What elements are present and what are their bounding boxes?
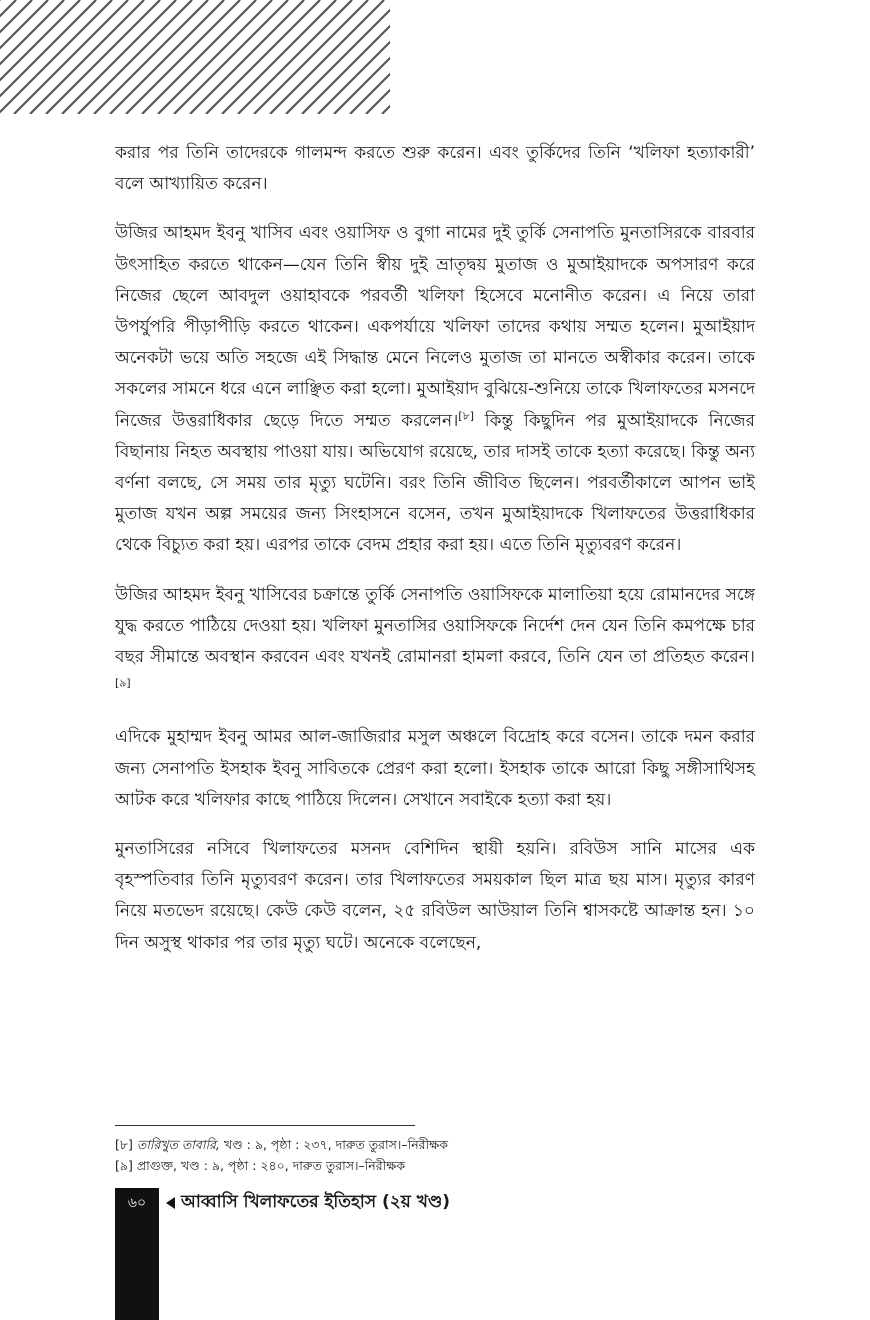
footnote-item <box>115 1134 755 1155</box>
paragraph <box>115 580 755 705</box>
corner-hatch-decoration <box>0 0 390 114</box>
footnote-details: প্রাগুক্ত, খণ্ড : ৯, পৃষ্ঠা : ২৪০, দারুত তুরাস।–নিরীক্ষক <box>132 1158 406 1173</box>
triangle-left-icon <box>166 1197 175 1209</box>
paragraph-text: মুনতাসিরের নসিবে খিলাফতের মসনদ বেশিদিন স্থায়ী হয়নি। রবিউস সানি মাসের এক বৃহস্পতিবার তিনি মৃত্যুবরণ করেন। তার খিলাফতের সময়কাল ছিল মাত্র ছয় মাস। মৃত্যুর কারণ নিয়ে মতভেদ রয়েছে। কেউ কেউ বলেন, ২৫ রবিউল আউয়াল তিনি শ্বাসকষ্টে আক্রান্ত হন। ১০ দিন অসুস্থ থাকার পর তার মৃত্যু ঘটে। অনেকে বলেছেন, <box>115 839 755 953</box>
hatch-line <box>302 0 390 114</box>
paragraph <box>115 722 755 816</box>
footnote-marker: [৮] <box>115 1137 133 1152</box>
page-number: ৬০ <box>127 1195 147 1211</box>
paragraph <box>115 138 755 200</box>
hatch-line <box>318 0 390 114</box>
footnote-divider <box>115 1125 415 1126</box>
paragraph-text: করার পর তিনি তাদেরকে গালমন্দ করতে শুরু করেন। এবং তুর্কিদের তিনি ‘খলিফা হত্যাকারী’ বলে আখ্যায়িত করেন। <box>115 143 755 195</box>
paragraph-text: উজির আহমদ ইবনু খাসিব এবং ওয়াসিফ ও বুগা নামের দুই তুর্কি সেনাপতি মুনতাসিরকে বারবার উৎসাহিত করতে থাকেন—যেন তিনি স্বীয় দুই ভ্রাতৃদ্বয় মুতাজ ও মুআইয়াদকে অপসারণ করে নিজের ছেলে আবদুল ওয়াহাবকে পরবর্তী খলিফা হিসেবে মনোনীত করেন। এ নিয়ে তারা উপর্যুপরি পীড়াপীড়ি করতে থাকেন। একপর্যায়ে খলিফা তাদের কথায় সম্মত হলেন। মুআইয়াদ অনেকটা ভয়ে অতি সহজে এই সিদ্ধান্ত মেনে নিলেও মুতাজ তা মানতে অস্বীকার করেন। তাকে সকলের সামনে ধরে এনে লাঞ্ছিত করা হলো। মুআইয়াদ বুঝিয়ে-শুনিয়ে তাকে খিলাফতের মসনদে নিজের উত্তরাধিকার ছেড়ে দিতে সম্মত করলেন। <box>115 223 755 431</box>
footnote-marker: [৯] <box>115 1158 133 1173</box>
footnote-reference[interactable]: [৮] <box>458 408 475 422</box>
running-header <box>166 1191 450 1215</box>
paragraph <box>115 218 755 561</box>
paragraph <box>115 834 755 959</box>
hatch-line <box>366 0 390 114</box>
page-body <box>115 138 755 977</box>
footnote-item <box>115 1155 755 1176</box>
footnote-details: খণ্ড : ৯, পৃষ্ঠা : ২৩৭, দারুত তুরাস।–নিরীক্ষক <box>219 1137 448 1152</box>
book-title: আব্বাসি খিলাফতের ইতিহাস (২য় খণ্ড) <box>181 1192 451 1212</box>
paragraph-text: এদিকে মুহাম্মদ ইবনু আমর আল-জাজিরার মসুল অঞ্চলে বিদ্রোহ করে বসেন। তাকে দমন করার জন্য সেনাপতি ইসহাক ইবনু সাবিতকে প্রেরণ করা হলো। ইসহাক তাকে আরো কিছু সঙ্গীসাথিসহ আটক করে খলিফার কাছে পাঠিয়ে দিলেন। সেখানে সবাইকে হত্যা করা হয়। <box>115 727 755 810</box>
footnote-reference[interactable]: [৯] <box>115 676 131 690</box>
footnote-source-title: তারিখুত তাবারি, <box>136 1137 220 1152</box>
footnotes <box>115 1134 755 1176</box>
paragraph-text-continuation: কিন্তু কিছুদিন পর মুআইয়াদকে নিজের বিছানায় নিহত অবস্থায় পাওয়া যায়। অভিযোগ রয়েছে, তার দাসই তাকে হত্যা করেছে। কিন্তু অন্য বর্ণনা বলছে, সে সময় তার মৃত্যু ঘটেনি। বরং তিনি জীবিত ছিলেন। পরবর্তীকালে আপন ভাই মুতাজ যখন অল্প সময়ের জন্য সিংহাসনে বসেন, তখন মুআইয়াদকে খিলাফতের উত্তরাধিকার থেকে বিচ্যুত করা হয়। এরপর তাকে বেদম প্রহার করা হয়। এতে তিনি মৃত্যুবরণ করেন। <box>115 410 755 556</box>
paragraph-text: উজির আহমদ ইবনু খাসিবের চক্রান্তে তুর্কি সেনাপতি ওয়াসিফকে মালাতিয়া হয়ে রোমানদের সঙ্গে যুদ্ধ করতে পাঠিয়ে দেওয়া হয়। খলিফা মুনতাসির ওয়াসিফকে নির্দেশ দেন যেন তিনি কমপক্ষে চার বছর সীমান্তে অবস্থান করবেন এবং যখনই রোমানরা হামলা করবে, তিনি যেন তা প্রতিহত করেন। <box>115 584 755 668</box>
